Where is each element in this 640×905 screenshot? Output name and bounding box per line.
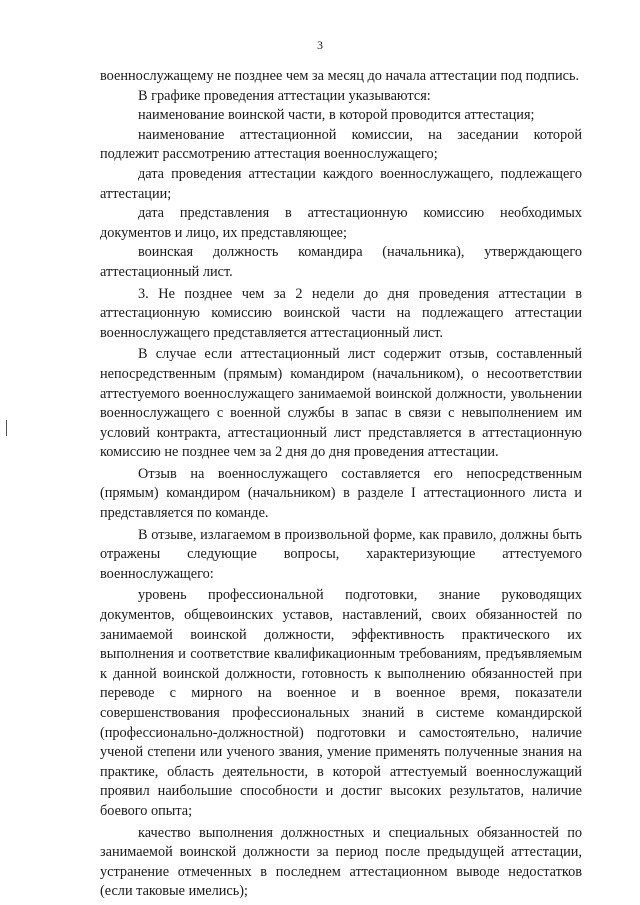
paragraph-schedule-intro: В графике проведения аттестации указываются:: [138, 87, 431, 104]
paragraph-attestation-date: дата проведения аттестации каждого военнослужащего, подлежащего аттестации;: [100, 165, 582, 202]
paragraph-nonconformity-review: В случае если аттестационный лист содержит отзыв, составленный непосредственным (прямым) командиром (начальником), о несоответствии аттестуемого военнослужащего занимаемой воинской должности, увольнении военнослужащего с военной службы в запас в связи с невыполнением им условий контракта, аттестационный лист представляется в аттестационную комиссию не позднее чем за 2 дня до дня проведения аттестации.: [100, 346, 582, 461]
page-number: 3: [317, 38, 323, 52]
paragraph-review-questions: В отзыве, излагаемом в произвольной форме, как правило, должны быть отражены следующие вопросы, характеризующие аттестуемого военнослужащего:: [100, 526, 582, 582]
paragraph-clause-3: 3. Не позднее чем за 2 недели до дня проведения аттестации в аттестационную комиссию воинской части на подлежащего аттестации военнослужащего представляется аттестационный лист.: [100, 285, 582, 341]
paragraph-review-composition: Отзыв на военнослужащего составляется его непосредственным (прямым) командиром (начальником) в разделе I аттестационного листа и представляется по команде.: [100, 465, 582, 522]
paragraph-commission-name: наименование аттестационной комиссии, на заседании которой подлежит рассмотрению аттестация военнослужащего;: [100, 126, 582, 163]
paragraph-duty-quality: качество выполнения должностных и специальных обязанностей по занимаемой воинской должности за период после предыдущей аттестации, устранение отмеченных в последнем аттестационном выводе недостатков (если таковые имелись);: [100, 824, 582, 900]
paragraph-continuation: военнослужащему не позднее чем за месяц до начала аттестации под подпись.: [100, 68, 580, 84]
paragraph-unit-name: наименование воинской части, в которой проводится аттестация;: [138, 107, 535, 124]
paragraph-documents-date: дата представления в аттестационную комиссию необходимых документов и лицо, их представляющее;: [100, 205, 582, 241]
document-body: [100, 67, 582, 902]
paragraph-professional-level: уровень профессиональной подготовки, знание руководящих документов, общевоинских уставов, наставлений, своих обязанностей по занимаемой воинской должности, эффективность практического их выполнения и соответствие квалификационным требованиям, предъявляемым к данной воинской должности, готовность к выполнению обязанностей при переводе с мирного на военное и в военное время, показатели совершенствования профессиональных знаний в системе командирской (профессионально-должностной) подготовки и самостоятельно, наличие ученой степени или ученого звания, умение применять полученные знания на практике, область деятельности, в которой аттестуемый военнослужащий проявил наибольшие способности и достиг высоких результатов, наличие боевого опыта;: [100, 587, 582, 819]
scan-artifact-mark: [6, 420, 7, 436]
paragraph-approving-commander: воинская должность командира (начальника), утверждающего аттестационный лист.: [100, 244, 582, 280]
